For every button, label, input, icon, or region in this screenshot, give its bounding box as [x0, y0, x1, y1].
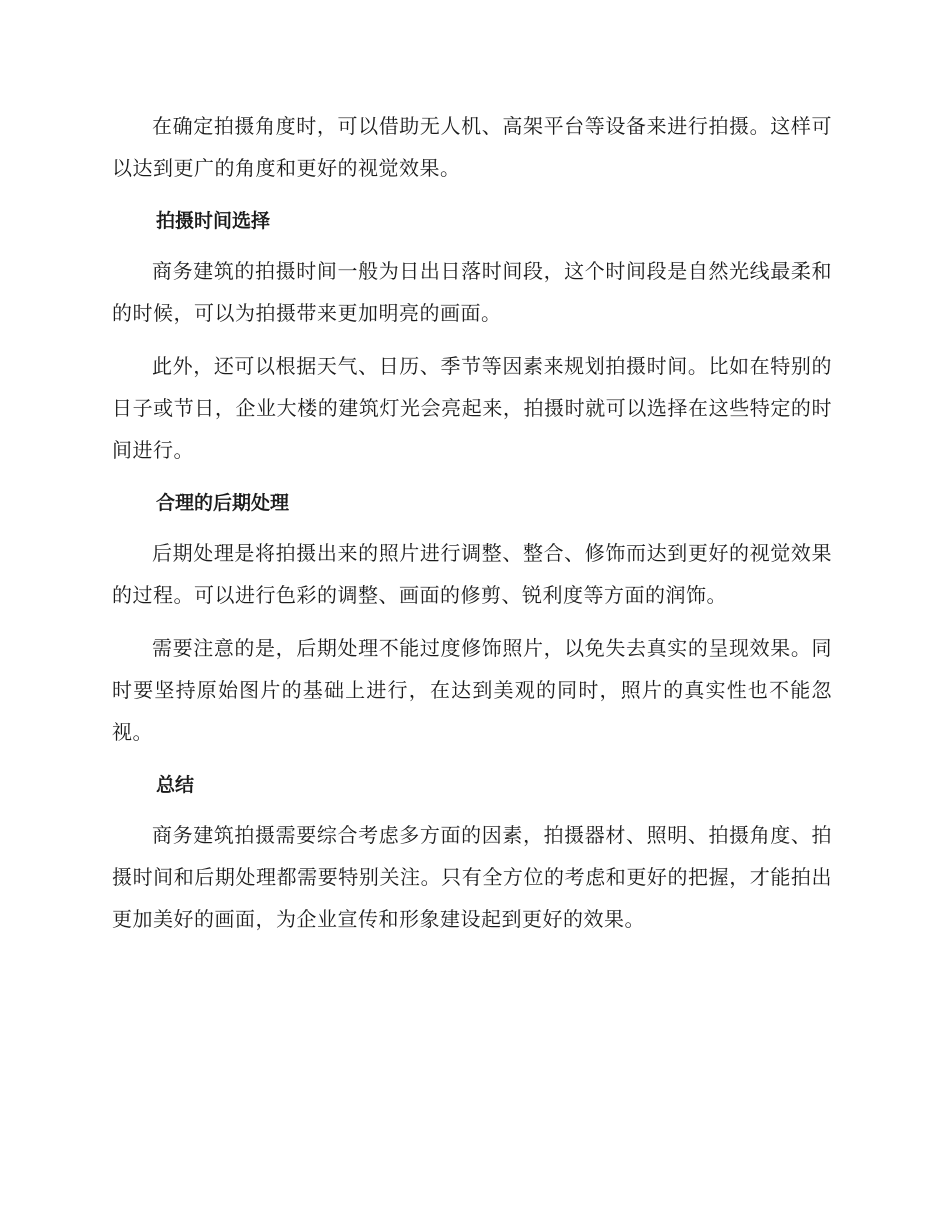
heading-post-processing: 合理的后期处理	[156, 492, 290, 514]
heading-summary: 总结	[156, 774, 195, 796]
paragraph-summary: 商务建筑拍摄需要综合考虑多方面的因素，拍摄器材、照明、拍摄角度、拍摄时间和后期处理都需要特别关注。只有全方位的考虑和更好的把握，才能拍出更加美好的画面，为企业宣传和形象建设起到更好的效果。	[112, 823, 832, 931]
heading-shooting-time: 拍摄时间选择	[156, 210, 271, 232]
paragraph-post-processing-definition: 后期处理是将拍摄出来的照片进行调整、整合、修饰而达到更好的视觉效果的过程。可以进行色彩的调整、画面的修剪、锐利度等方面的润饰。	[112, 541, 832, 607]
paragraph-shooting-angle-equipment: 在确定拍摄角度时，可以借助无人机、高架平台等设备来进行拍摄。这样可以达到更广的角度和更好的视觉效果。	[112, 114, 832, 180]
paragraph-post-processing-caution: 需要注意的是，后期处理不能过度修饰照片，以免失去真实的呈现效果。同时要坚持原始图片的基础上进行，在达到美观的同时，照片的真实性也不能忽视。	[112, 636, 832, 744]
document-page	[112, 105, 832, 940]
paragraph-weather-calendar: 此外，还可以根据天气、日历、季节等因素来规划拍摄时间。比如在特别的日子或节日，企业大楼的建筑灯光会亮起来，拍摄时就可以选择在这些特定的时间进行。	[112, 354, 832, 462]
paragraph-sunrise-sunset: 商务建筑的拍摄时间一般为日出日落时间段，这个时间段是自然光线最柔和的时候，可以为拍摄带来更加明亮的画面。	[112, 259, 832, 325]
